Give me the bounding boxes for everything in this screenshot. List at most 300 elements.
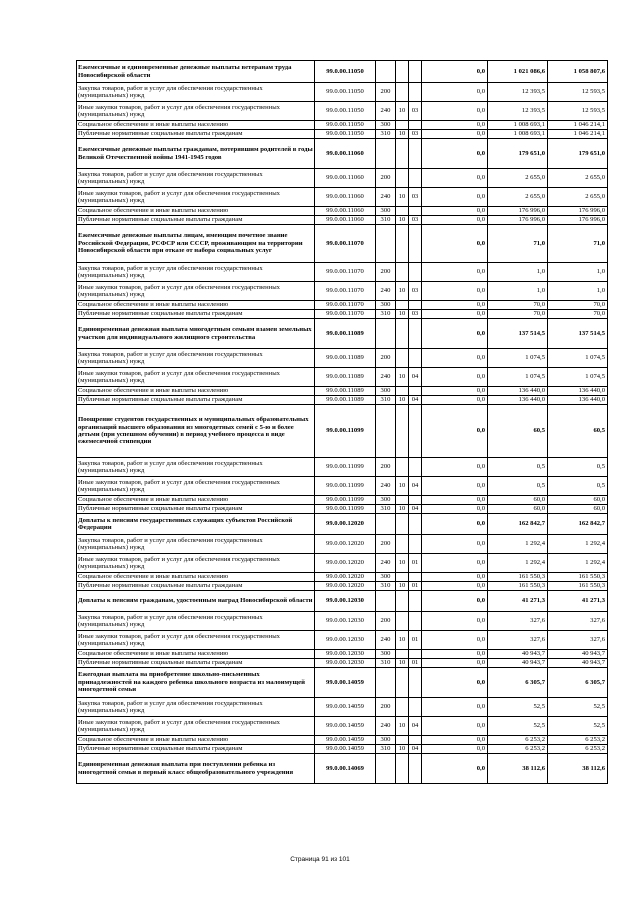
subsection-cell bbox=[409, 668, 422, 698]
amount-cell-2: 1,0 bbox=[488, 282, 548, 301]
table-row bbox=[77, 458, 608, 477]
section-cell bbox=[396, 139, 409, 169]
amount-cell-3: 1 046 214,1 bbox=[548, 130, 608, 139]
subsection-cell bbox=[409, 121, 422, 130]
row-name-cell: Иные закупки товаров, работ и услуг для обеспечения государственных (муниципальных) нужд bbox=[77, 477, 315, 496]
row-name-cell: Социальное обеспечение и иные выплаты населению bbox=[77, 121, 315, 130]
table-row bbox=[77, 102, 608, 121]
section-cell bbox=[396, 169, 409, 188]
expense-type-cell: 310 bbox=[376, 659, 396, 668]
section-cell bbox=[396, 650, 409, 659]
amount-cell-2: 70,0 bbox=[488, 301, 548, 310]
amount-cell-2: 70,0 bbox=[488, 310, 548, 319]
target-article-cell: 99.0.00.11070 bbox=[315, 225, 376, 263]
amount-cell-1: 0,0 bbox=[422, 368, 488, 387]
table-row bbox=[77, 263, 608, 282]
subsection-cell bbox=[409, 349, 422, 368]
row-name-cell: Ежемесячные и единовременные денежные выплаты ветеранам труда Новосибирской области bbox=[77, 61, 315, 83]
amount-cell-1: 0,0 bbox=[422, 650, 488, 659]
section-cell: 10 bbox=[396, 396, 409, 405]
expense-type-cell: 200 bbox=[376, 349, 396, 368]
table-row bbox=[77, 207, 608, 216]
row-name-cell: Иные закупки товаров, работ и услуг для обеспечения государственных (муниципальных) нужд bbox=[77, 368, 315, 387]
amount-cell-3: 1 058 807,6 bbox=[548, 61, 608, 83]
expense-type-cell: 300 bbox=[376, 573, 396, 582]
amount-cell-3: 1,0 bbox=[548, 282, 608, 301]
amount-cell-2: 60,0 bbox=[488, 505, 548, 514]
amount-cell-1: 0,0 bbox=[422, 591, 488, 612]
subsection-cell: 03 bbox=[409, 282, 422, 301]
expense-type-cell bbox=[376, 225, 396, 263]
target-article-cell: 99.0.00.12030 bbox=[315, 631, 376, 650]
expense-type-cell: 240 bbox=[376, 631, 396, 650]
amount-cell-1: 0,0 bbox=[422, 282, 488, 301]
table-row bbox=[77, 282, 608, 301]
row-name-cell: Закупка товаров, работ и услуг для обеспечения государственных (муниципальных) нужд bbox=[77, 612, 315, 631]
target-article-cell: 99.0.00.14059 bbox=[315, 745, 376, 754]
amount-cell-1: 0,0 bbox=[422, 631, 488, 650]
amount-cell-2: 176 996,0 bbox=[488, 207, 548, 216]
subsection-cell bbox=[409, 207, 422, 216]
subsection-cell bbox=[409, 301, 422, 310]
subsection-cell bbox=[409, 736, 422, 745]
row-name-cell: Ежемесячные денежные выплаты гражданам, потерявшим родителей в годы Великой Отечественной войны 1941-1945 годов bbox=[77, 139, 315, 169]
amount-cell-3: 1 292,4 bbox=[548, 535, 608, 554]
target-article-cell: 99.0.00.11060 bbox=[315, 216, 376, 225]
amount-cell-1: 0,0 bbox=[422, 301, 488, 310]
target-article-cell: 99.0.00.11089 bbox=[315, 396, 376, 405]
amount-cell-3: 12 593,5 bbox=[548, 83, 608, 102]
amount-cell-1: 0,0 bbox=[422, 736, 488, 745]
expense-type-cell: 300 bbox=[376, 650, 396, 659]
expense-type-cell: 300 bbox=[376, 736, 396, 745]
target-article-cell: 99.0.00.11089 bbox=[315, 349, 376, 368]
section-cell: 10 bbox=[396, 188, 409, 207]
table-row-program bbox=[77, 139, 608, 169]
amount-cell-3: 327,6 bbox=[548, 631, 608, 650]
row-name-cell: Единовременная денежная выплата многодетным семьям взамен земельных участков для индивидуального жилищного строительства bbox=[77, 319, 315, 349]
amount-cell-1: 0,0 bbox=[422, 225, 488, 263]
amount-cell-2: 2 655,0 bbox=[488, 188, 548, 207]
amount-cell-3: 38 112,6 bbox=[548, 754, 608, 784]
target-article-cell: 99.0.00.11060 bbox=[315, 207, 376, 216]
amount-cell-1: 0,0 bbox=[422, 514, 488, 535]
amount-cell-2: 137 514,5 bbox=[488, 319, 548, 349]
amount-cell-1: 0,0 bbox=[422, 83, 488, 102]
amount-cell-1: 0,0 bbox=[422, 349, 488, 368]
target-article-cell: 99.0.00.11050 bbox=[315, 83, 376, 102]
target-article-cell: 99.0.00.11099 bbox=[315, 405, 376, 458]
amount-cell-1: 0,0 bbox=[422, 505, 488, 514]
expense-type-cell: 240 bbox=[376, 368, 396, 387]
amount-cell-3: 40 943,7 bbox=[548, 650, 608, 659]
amount-cell-2: 60,0 bbox=[488, 496, 548, 505]
subsection-cell bbox=[409, 458, 422, 477]
subsection-cell bbox=[409, 139, 422, 169]
subsection-cell bbox=[409, 514, 422, 535]
section-cell bbox=[396, 496, 409, 505]
section-cell bbox=[396, 698, 409, 717]
expense-type-cell bbox=[376, 514, 396, 535]
table-row-program bbox=[77, 754, 608, 784]
section-cell: 10 bbox=[396, 505, 409, 514]
target-article-cell: 99.0.00.11089 bbox=[315, 319, 376, 349]
target-article-cell: 99.0.00.12030 bbox=[315, 650, 376, 659]
subsection-cell bbox=[409, 225, 422, 263]
target-article-cell: 99.0.00.11050 bbox=[315, 61, 376, 83]
section-cell bbox=[396, 458, 409, 477]
section-cell bbox=[396, 83, 409, 102]
amount-cell-2: 176 996,0 bbox=[488, 216, 548, 225]
amount-cell-3: 137 514,5 bbox=[548, 319, 608, 349]
amount-cell-2: 38 112,6 bbox=[488, 754, 548, 784]
subsection-cell bbox=[409, 612, 422, 631]
section-cell bbox=[396, 668, 409, 698]
target-article-cell: 99.0.00.11070 bbox=[315, 263, 376, 282]
section-cell bbox=[396, 61, 409, 83]
target-article-cell: 99.0.00.12030 bbox=[315, 612, 376, 631]
amount-cell-2: 1 008 693,1 bbox=[488, 121, 548, 130]
amount-cell-2: 41 271,3 bbox=[488, 591, 548, 612]
amount-cell-3: 1,0 bbox=[548, 263, 608, 282]
amount-cell-2: 52,5 bbox=[488, 717, 548, 736]
subsection-cell: 04 bbox=[409, 477, 422, 496]
amount-cell-1: 0,0 bbox=[422, 668, 488, 698]
table-row bbox=[77, 188, 608, 207]
expense-type-cell bbox=[376, 668, 396, 698]
table-row bbox=[77, 121, 608, 130]
amount-cell-2: 161 550,3 bbox=[488, 573, 548, 582]
amount-cell-2: 12 393,5 bbox=[488, 102, 548, 121]
section-cell bbox=[396, 263, 409, 282]
table-row bbox=[77, 573, 608, 582]
budget-table bbox=[76, 60, 608, 784]
table-row-program bbox=[77, 225, 608, 263]
table-row bbox=[77, 717, 608, 736]
amount-cell-2: 136 440,0 bbox=[488, 387, 548, 396]
target-article-cell: 99.0.00.11099 bbox=[315, 477, 376, 496]
amount-cell-3: 1 292,4 bbox=[548, 554, 608, 573]
row-name-cell: Закупка товаров, работ и услуг для обеспечения государственных (муниципальных) нужд bbox=[77, 169, 315, 188]
row-name-cell: Иные закупки товаров, работ и услуг для обеспечения государственных (муниципальных) нужд bbox=[77, 717, 315, 736]
amount-cell-3: 1 074,5 bbox=[548, 349, 608, 368]
section-cell: 10 bbox=[396, 554, 409, 573]
target-article-cell: 99.0.00.11070 bbox=[315, 310, 376, 319]
expense-type-cell: 310 bbox=[376, 130, 396, 139]
amount-cell-1: 0,0 bbox=[422, 263, 488, 282]
section-cell: 10 bbox=[396, 368, 409, 387]
table-row bbox=[77, 698, 608, 717]
expense-type-cell bbox=[376, 591, 396, 612]
section-cell bbox=[396, 405, 409, 458]
row-name-cell: Иные закупки товаров, работ и услуг для обеспечения государственных (муниципальных) нужд bbox=[77, 102, 315, 121]
table-row bbox=[77, 130, 608, 139]
target-article-cell: 99.0.00.11089 bbox=[315, 368, 376, 387]
section-cell: 10 bbox=[396, 477, 409, 496]
amount-cell-3: 70,0 bbox=[548, 310, 608, 319]
subsection-cell: 04 bbox=[409, 396, 422, 405]
section-cell bbox=[396, 736, 409, 745]
page-number: Страница 91 из 101 bbox=[290, 856, 350, 863]
amount-cell-3: 136 440,0 bbox=[548, 396, 608, 405]
expense-type-cell bbox=[376, 61, 396, 83]
amount-cell-3: 161 550,3 bbox=[548, 582, 608, 591]
amount-cell-1: 0,0 bbox=[422, 61, 488, 83]
table-row bbox=[77, 169, 608, 188]
expense-type-cell: 240 bbox=[376, 477, 396, 496]
table-row bbox=[77, 496, 608, 505]
amount-cell-1: 0,0 bbox=[422, 573, 488, 582]
amount-cell-2: 2 655,0 bbox=[488, 169, 548, 188]
amount-cell-3: 71,0 bbox=[548, 225, 608, 263]
expense-type-cell: 240 bbox=[376, 554, 396, 573]
table-row bbox=[77, 368, 608, 387]
table-row bbox=[77, 301, 608, 310]
amount-cell-3: 52,5 bbox=[548, 717, 608, 736]
expense-type-cell: 200 bbox=[376, 698, 396, 717]
expense-type-cell: 310 bbox=[376, 216, 396, 225]
expense-type-cell: 310 bbox=[376, 310, 396, 319]
section-cell bbox=[396, 591, 409, 612]
amount-cell-3: 176 996,0 bbox=[548, 216, 608, 225]
expense-type-cell bbox=[376, 139, 396, 169]
amount-cell-1: 0,0 bbox=[422, 169, 488, 188]
target-article-cell: 99.0.00.11089 bbox=[315, 387, 376, 396]
amount-cell-3: 179 651,0 bbox=[548, 139, 608, 169]
expense-type-cell: 310 bbox=[376, 745, 396, 754]
amount-cell-3: 161 550,3 bbox=[548, 573, 608, 582]
amount-cell-2: 0,5 bbox=[488, 477, 548, 496]
table-row bbox=[77, 582, 608, 591]
target-article-cell: 99.0.00.11099 bbox=[315, 505, 376, 514]
subsection-cell: 04 bbox=[409, 368, 422, 387]
amount-cell-1: 0,0 bbox=[422, 139, 488, 169]
row-name-cell: Закупка товаров, работ и услуг для обеспечения государственных (муниципальных) нужд bbox=[77, 698, 315, 717]
section-cell bbox=[396, 225, 409, 263]
subsection-cell bbox=[409, 591, 422, 612]
amount-cell-3: 6 305,7 bbox=[548, 668, 608, 698]
subsection-cell bbox=[409, 535, 422, 554]
row-name-cell: Публичные нормативные социальные выплаты гражданам bbox=[77, 396, 315, 405]
amount-cell-3: 2 655,0 bbox=[548, 169, 608, 188]
row-name-cell: Социальное обеспечение и иные выплаты населению bbox=[77, 301, 315, 310]
row-name-cell: Публичные нормативные социальные выплаты гражданам bbox=[77, 130, 315, 139]
table-row bbox=[77, 650, 608, 659]
table-row-program bbox=[77, 668, 608, 698]
section-cell: 10 bbox=[396, 745, 409, 754]
amount-cell-3: 2 655,0 bbox=[548, 188, 608, 207]
amount-cell-1: 0,0 bbox=[422, 477, 488, 496]
amount-cell-3: 60,5 bbox=[548, 405, 608, 458]
amount-cell-3: 52,5 bbox=[548, 698, 608, 717]
target-article-cell: 99.0.00.11099 bbox=[315, 496, 376, 505]
expense-type-cell: 300 bbox=[376, 121, 396, 130]
subsection-cell: 03 bbox=[409, 310, 422, 319]
subsection-cell bbox=[409, 573, 422, 582]
row-name-cell: Социальное обеспечение и иные выплаты населению bbox=[77, 207, 315, 216]
amount-cell-3: 60,0 bbox=[548, 496, 608, 505]
section-cell bbox=[396, 535, 409, 554]
amount-cell-1: 0,0 bbox=[422, 717, 488, 736]
target-article-cell: 99.0.00.14059 bbox=[315, 736, 376, 745]
target-article-cell: 99.0.00.11050 bbox=[315, 102, 376, 121]
expense-type-cell: 200 bbox=[376, 83, 396, 102]
subsection-cell bbox=[409, 263, 422, 282]
amount-cell-2: 1 008 693,1 bbox=[488, 130, 548, 139]
amount-cell-1: 0,0 bbox=[422, 745, 488, 754]
subsection-cell: 01 bbox=[409, 582, 422, 591]
section-cell bbox=[396, 319, 409, 349]
table-row bbox=[77, 310, 608, 319]
section-cell: 10 bbox=[396, 102, 409, 121]
expense-type-cell: 200 bbox=[376, 263, 396, 282]
expense-type-cell: 200 bbox=[376, 169, 396, 188]
amount-cell-1: 0,0 bbox=[422, 554, 488, 573]
amount-cell-1: 0,0 bbox=[422, 310, 488, 319]
row-name-cell: Публичные нормативные социальные выплаты гражданам bbox=[77, 216, 315, 225]
amount-cell-3: 41 271,3 bbox=[548, 591, 608, 612]
table-row bbox=[77, 396, 608, 405]
expense-type-cell: 240 bbox=[376, 717, 396, 736]
section-cell bbox=[396, 754, 409, 784]
subsection-cell bbox=[409, 754, 422, 784]
amount-cell-2: 136 440,0 bbox=[488, 396, 548, 405]
row-name-cell: Социальное обеспечение и иные выплаты населению bbox=[77, 573, 315, 582]
table-row bbox=[77, 612, 608, 631]
amount-cell-3: 0,5 bbox=[548, 477, 608, 496]
target-article-cell: 99.0.00.12020 bbox=[315, 573, 376, 582]
amount-cell-1: 0,0 bbox=[422, 130, 488, 139]
row-name-cell: Закупка товаров, работ и услуг для обеспечения государственных (муниципальных) нужд bbox=[77, 263, 315, 282]
table-row-program bbox=[77, 319, 608, 349]
amount-cell-2: 327,6 bbox=[488, 631, 548, 650]
expense-type-cell: 310 bbox=[376, 505, 396, 514]
amount-cell-1: 0,0 bbox=[422, 188, 488, 207]
row-name-cell: Публичные нормативные социальные выплаты гражданам bbox=[77, 505, 315, 514]
subsection-cell bbox=[409, 496, 422, 505]
section-cell: 10 bbox=[396, 310, 409, 319]
row-name-cell: Социальное обеспечение и иные выплаты населению bbox=[77, 496, 315, 505]
table-row bbox=[77, 659, 608, 668]
target-article-cell: 99.0.00.11070 bbox=[315, 282, 376, 301]
amount-cell-3: 70,0 bbox=[548, 301, 608, 310]
amount-cell-3: 6 253,2 bbox=[548, 736, 608, 745]
expense-type-cell: 310 bbox=[376, 396, 396, 405]
row-name-cell: Публичные нормативные социальные выплаты гражданам bbox=[77, 659, 315, 668]
section-cell: 10 bbox=[396, 631, 409, 650]
budget-table-sheet bbox=[76, 60, 607, 784]
row-name-cell: Публичные нормативные социальные выплаты гражданам bbox=[77, 310, 315, 319]
target-article-cell: 99.0.00.11099 bbox=[315, 458, 376, 477]
table-row bbox=[77, 535, 608, 554]
target-article-cell: 99.0.00.11060 bbox=[315, 139, 376, 169]
amount-cell-1: 0,0 bbox=[422, 207, 488, 216]
amount-cell-2: 12 393,5 bbox=[488, 83, 548, 102]
target-article-cell: 99.0.00.12030 bbox=[315, 659, 376, 668]
expense-type-cell: 300 bbox=[376, 496, 396, 505]
section-cell bbox=[396, 301, 409, 310]
row-name-cell: Социальное обеспечение и иные выплаты населению bbox=[77, 650, 315, 659]
amount-cell-3: 12 593,5 bbox=[548, 102, 608, 121]
row-name-cell: Ежегодная выплата на приобретение школьно-письменных принадлежностей на каждого ребенка школьного возраста из малоимущей многодетной семьи bbox=[77, 668, 315, 698]
expense-type-cell: 310 bbox=[376, 582, 396, 591]
table-row bbox=[77, 736, 608, 745]
amount-cell-1: 0,0 bbox=[422, 319, 488, 349]
subsection-cell: 03 bbox=[409, 102, 422, 121]
target-article-cell: 99.0.00.12020 bbox=[315, 535, 376, 554]
amount-cell-2: 52,5 bbox=[488, 698, 548, 717]
expense-type-cell: 240 bbox=[376, 282, 396, 301]
row-name-cell: Поощрение студентов государственных и муниципальных образовательных организаций высшего образования из многодетных семей с 5-ю и более детьми (при успешном обучении) в период учебного процесса в виде ежемесячной стипендии bbox=[77, 405, 315, 458]
amount-cell-3: 327,6 bbox=[548, 612, 608, 631]
section-cell: 10 bbox=[396, 582, 409, 591]
row-name-cell: Ежемесячные денежные выплаты лицам, имеющим почетное звание Российской Федерации, РСФСР или СССР, проживающим на территории Новосибирской области при отказе от набора социальных услуг bbox=[77, 225, 315, 263]
section-cell bbox=[396, 612, 409, 631]
amount-cell-3: 162 842,7 bbox=[548, 514, 608, 535]
subsection-cell: 04 bbox=[409, 717, 422, 736]
table-row bbox=[77, 505, 608, 514]
subsection-cell bbox=[409, 61, 422, 83]
table-row bbox=[77, 554, 608, 573]
target-article-cell: 99.0.00.11060 bbox=[315, 188, 376, 207]
row-name-cell: Иные закупки товаров, работ и услуг для обеспечения государственных (муниципальных) нужд bbox=[77, 631, 315, 650]
section-cell bbox=[396, 514, 409, 535]
expense-type-cell: 240 bbox=[376, 102, 396, 121]
amount-cell-2: 1,0 bbox=[488, 263, 548, 282]
row-name-cell: Публичные нормативные социальные выплаты гражданам bbox=[77, 582, 315, 591]
subsection-cell bbox=[409, 650, 422, 659]
subsection-cell: 03 bbox=[409, 130, 422, 139]
target-article-cell: 99.0.00.12020 bbox=[315, 554, 376, 573]
row-name-cell: Социальное обеспечение и иные выплаты населению bbox=[77, 387, 315, 396]
amount-cell-2: 161 550,3 bbox=[488, 582, 548, 591]
row-name-cell: Иные закупки товаров, работ и услуг для обеспечения государственных (муниципальных) нужд bbox=[77, 282, 315, 301]
amount-cell-1: 0,0 bbox=[422, 102, 488, 121]
subsection-cell: 01 bbox=[409, 659, 422, 668]
section-cell: 10 bbox=[396, 717, 409, 736]
amount-cell-2: 327,6 bbox=[488, 612, 548, 631]
page-footer bbox=[0, 856, 640, 863]
section-cell: 10 bbox=[396, 282, 409, 301]
budget-table-body bbox=[77, 61, 608, 784]
subsection-cell: 01 bbox=[409, 631, 422, 650]
amount-cell-3: 0,5 bbox=[548, 458, 608, 477]
amount-cell-2: 6 253,2 bbox=[488, 736, 548, 745]
subsection-cell bbox=[409, 698, 422, 717]
amount-cell-3: 60,0 bbox=[548, 505, 608, 514]
amount-cell-1: 0,0 bbox=[422, 216, 488, 225]
expense-type-cell bbox=[376, 754, 396, 784]
section-cell bbox=[396, 207, 409, 216]
row-name-cell: Иные закупки товаров, работ и услуг для обеспечения государственных (муниципальных) нужд bbox=[77, 188, 315, 207]
subsection-cell bbox=[409, 405, 422, 458]
amount-cell-1: 0,0 bbox=[422, 496, 488, 505]
subsection-cell: 04 bbox=[409, 745, 422, 754]
amount-cell-3: 1 046 214,1 bbox=[548, 121, 608, 130]
row-name-cell: Социальное обеспечение и иные выплаты населению bbox=[77, 736, 315, 745]
amount-cell-2: 0,5 bbox=[488, 458, 548, 477]
target-article-cell: 99.0.00.11070 bbox=[315, 301, 376, 310]
amount-cell-2: 40 943,7 bbox=[488, 659, 548, 668]
target-article-cell: 99.0.00.14059 bbox=[315, 698, 376, 717]
amount-cell-1: 0,0 bbox=[422, 458, 488, 477]
amount-cell-2: 1 074,5 bbox=[488, 368, 548, 387]
amount-cell-1: 0,0 bbox=[422, 754, 488, 784]
row-name-cell: Закупка товаров, работ и услуг для обеспечения государственных (муниципальных) нужд bbox=[77, 83, 315, 102]
row-name-cell: Доплаты к пенсиям государственных служащих субъектов Российской Федерации bbox=[77, 514, 315, 535]
amount-cell-2: 6 305,7 bbox=[488, 668, 548, 698]
section-cell: 10 bbox=[396, 659, 409, 668]
